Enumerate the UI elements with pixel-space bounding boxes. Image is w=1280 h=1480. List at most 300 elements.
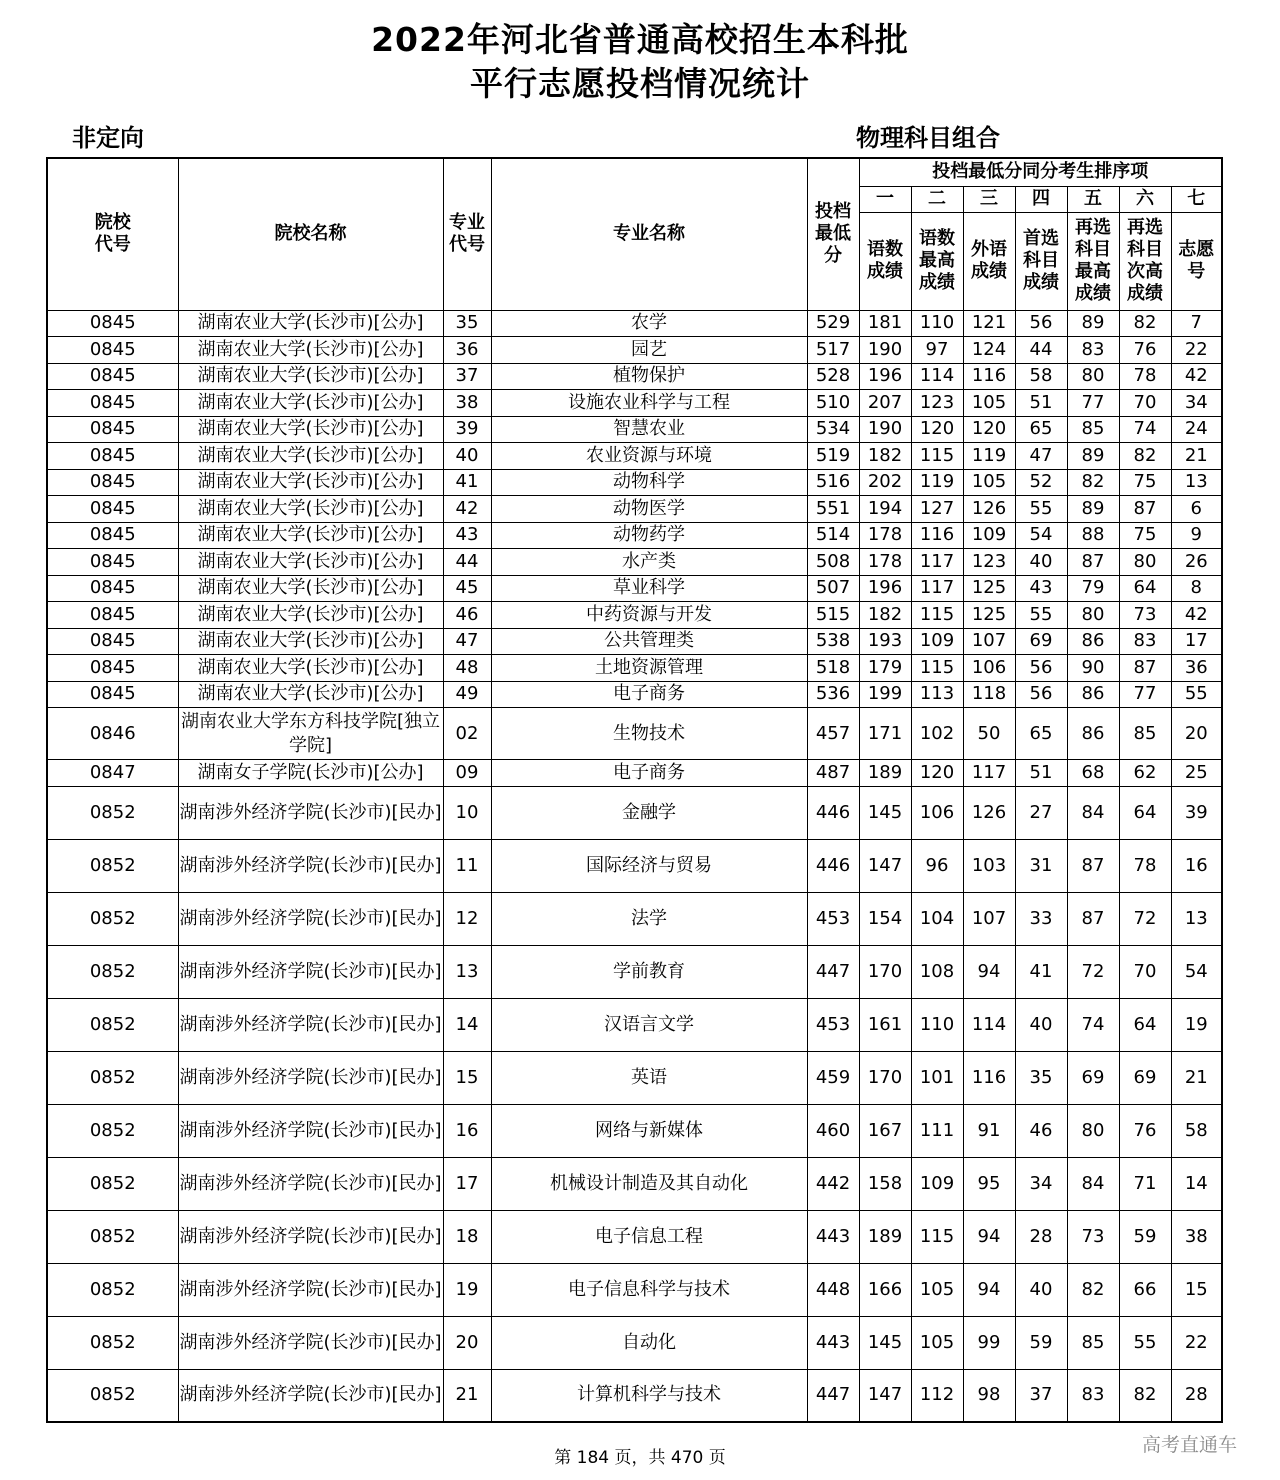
cell-school-name: 湖南涉外经济学院(长沙市)[民办]	[178, 1104, 443, 1157]
cell-min-score: 460	[807, 1104, 859, 1157]
cell-foreign-lang: 107	[963, 892, 1015, 945]
cell-school-name: 湖南涉外经济学院(长沙市)[民办]	[178, 1263, 443, 1316]
cell-first-subject: 33	[1015, 892, 1067, 945]
cell-chn-math-max: 111	[911, 1104, 963, 1157]
cell-min-score: 457	[807, 708, 859, 760]
cell-chn-math-max: 119	[911, 469, 963, 496]
table-row	[47, 1051, 1222, 1104]
cell-second-subject-max: 85	[1067, 1316, 1119, 1369]
cell-preference-no: 22	[1171, 337, 1222, 364]
cell-school-name: 湖南农业大学(长沙市)[公办]	[178, 310, 443, 337]
cell-major-code: 19	[443, 1263, 491, 1316]
cell-preference-no: 8	[1171, 575, 1222, 602]
cell-second-subject-next: 75	[1119, 469, 1171, 496]
cell-major-name: 金融学	[491, 786, 807, 839]
cell-min-score: 442	[807, 1157, 859, 1210]
cell-foreign-lang: 125	[963, 602, 1015, 629]
cell-school-code: 0852	[47, 1104, 178, 1157]
cell-second-subject-next: 80	[1119, 549, 1171, 576]
cell-chn-math-max: 123	[911, 390, 963, 417]
cell-second-subject-max: 83	[1067, 337, 1119, 364]
cell-school-code: 0845	[47, 416, 178, 443]
cell-chn-math-max: 113	[911, 681, 963, 708]
cell-major-code: 16	[443, 1104, 491, 1157]
cell-preference-no: 19	[1171, 998, 1222, 1051]
cell-preference-no: 21	[1171, 443, 1222, 470]
cell-foreign-lang: 91	[963, 1104, 1015, 1157]
cell-min-score: 443	[807, 1210, 859, 1263]
cell-major-name: 计算机科学与技术	[491, 1369, 807, 1422]
cell-school-code: 0852	[47, 1210, 178, 1263]
cell-major-name: 土地资源管理	[491, 655, 807, 682]
cell-major-name: 电子商务	[491, 760, 807, 787]
cell-first-subject: 47	[1015, 443, 1067, 470]
cell-chn-math: 194	[859, 496, 911, 523]
cell-chn-math: 190	[859, 416, 911, 443]
cell-major-name: 网络与新媒体	[491, 1104, 807, 1157]
table-row	[47, 496, 1222, 523]
cell-second-subject-max: 80	[1067, 602, 1119, 629]
cell-major-name: 电子商务	[491, 681, 807, 708]
table-row	[47, 363, 1222, 390]
cell-foreign-lang: 126	[963, 496, 1015, 523]
cell-major-name: 学前教育	[491, 945, 807, 998]
cell-second-subject-max: 90	[1067, 655, 1119, 682]
cell-second-subject-next: 71	[1119, 1157, 1171, 1210]
cell-foreign-lang: 95	[963, 1157, 1015, 1210]
cell-major-code: 02	[443, 708, 491, 760]
cell-preference-no: 42	[1171, 602, 1222, 629]
document-title-line-1: 2022年河北省普通高校招生本科批	[371, 20, 909, 59]
cell-school-code: 0845	[47, 496, 178, 523]
table-row	[47, 337, 1222, 364]
cell-school-code: 0852	[47, 945, 178, 998]
cell-major-code: 39	[443, 416, 491, 443]
cell-second-subject-next: 82	[1119, 443, 1171, 470]
cell-foreign-lang: 105	[963, 390, 1015, 417]
table-row	[47, 998, 1222, 1051]
table-row	[47, 549, 1222, 576]
cell-school-name: 湖南农业大学(长沙市)[公办]	[178, 655, 443, 682]
cell-second-subject-next: 72	[1119, 892, 1171, 945]
cell-second-subject-next: 87	[1119, 655, 1171, 682]
cell-chn-math-max: 117	[911, 549, 963, 576]
cell-min-score: 446	[807, 839, 859, 892]
cell-min-score: 516	[807, 469, 859, 496]
cell-major-code: 11	[443, 839, 491, 892]
header-order-item: 外语成绩	[963, 212, 1015, 310]
cell-second-subject-next: 78	[1119, 363, 1171, 390]
cell-second-subject-max: 88	[1067, 522, 1119, 549]
cell-second-subject-max: 77	[1067, 390, 1119, 417]
cell-major-code: 40	[443, 443, 491, 470]
header-order-item: 志愿号	[1171, 212, 1222, 310]
cell-foreign-lang: 117	[963, 760, 1015, 787]
cell-school-name: 湖南涉外经济学院(长沙市)[民办]	[178, 1157, 443, 1210]
cell-first-subject: 65	[1015, 708, 1067, 760]
cell-preference-no: 9	[1171, 522, 1222, 549]
cell-first-subject: 44	[1015, 337, 1067, 364]
cell-first-subject: 51	[1015, 760, 1067, 787]
cell-major-code: 37	[443, 363, 491, 390]
cell-first-subject: 58	[1015, 363, 1067, 390]
cell-min-score: 514	[807, 522, 859, 549]
header-order-label: 三	[963, 186, 1015, 212]
cell-second-subject-max: 84	[1067, 786, 1119, 839]
cell-school-code: 0852	[47, 1157, 178, 1210]
cell-chn-math-max: 106	[911, 786, 963, 839]
cell-school-name: 湖南农业大学(长沙市)[公办]	[178, 549, 443, 576]
cell-major-code: 48	[443, 655, 491, 682]
cell-school-name: 湖南女子学院(长沙市)[公办]	[178, 760, 443, 787]
cell-chn-math: 202	[859, 469, 911, 496]
cell-chn-math: 207	[859, 390, 911, 417]
cell-major-name: 农学	[491, 310, 807, 337]
category-label: 非定向	[72, 124, 144, 152]
cell-preference-no: 54	[1171, 945, 1222, 998]
cell-second-subject-next: 82	[1119, 1369, 1171, 1422]
cell-major-name: 农业资源与环境	[491, 443, 807, 470]
cell-school-code: 0852	[47, 998, 178, 1051]
cell-chn-math-max: 102	[911, 708, 963, 760]
header-order-label: 七	[1171, 186, 1222, 212]
cell-chn-math: 171	[859, 708, 911, 760]
cell-school-name: 湖南农业大学(长沙市)[公办]	[178, 681, 443, 708]
cell-first-subject: 43	[1015, 575, 1067, 602]
table-row	[47, 469, 1222, 496]
cell-chn-math: 189	[859, 760, 911, 787]
cell-foreign-lang: 106	[963, 655, 1015, 682]
cell-foreign-lang: 94	[963, 1210, 1015, 1263]
cell-foreign-lang: 118	[963, 681, 1015, 708]
page-footer: 第 184 页，共 470 页	[554, 1448, 726, 1468]
cell-foreign-lang: 116	[963, 1051, 1015, 1104]
subject-combo-label: 物理科目组合	[856, 124, 1000, 152]
cell-major-name: 草业科学	[491, 575, 807, 602]
cell-second-subject-next: 75	[1119, 522, 1171, 549]
cell-major-code: 49	[443, 681, 491, 708]
cell-school-code: 0845	[47, 575, 178, 602]
cell-second-subject-max: 69	[1067, 1051, 1119, 1104]
table-row	[47, 708, 1222, 760]
cell-chn-math-max: 120	[911, 760, 963, 787]
cell-school-code: 0845	[47, 681, 178, 708]
cell-min-score: 551	[807, 496, 859, 523]
cell-chn-math-max: 101	[911, 1051, 963, 1104]
cell-major-code: 20	[443, 1316, 491, 1369]
cell-second-subject-max: 85	[1067, 416, 1119, 443]
cell-chn-math: 178	[859, 522, 911, 549]
cell-major-code: 21	[443, 1369, 491, 1422]
cell-first-subject: 37	[1015, 1369, 1067, 1422]
cell-chn-math-max: 112	[911, 1369, 963, 1422]
cell-second-subject-next: 70	[1119, 390, 1171, 417]
cell-major-name: 动物科学	[491, 469, 807, 496]
cell-school-name: 湖南涉外经济学院(长沙市)[民办]	[178, 786, 443, 839]
cell-school-code: 0845	[47, 469, 178, 496]
watermark: 高考直通车	[1142, 1434, 1238, 1456]
cell-foreign-lang: 50	[963, 708, 1015, 760]
cell-preference-no: 26	[1171, 549, 1222, 576]
header-order-label: 六	[1119, 186, 1171, 212]
header-school-code: 院校代号	[47, 158, 178, 310]
cell-school-code: 0847	[47, 760, 178, 787]
cell-first-subject: 40	[1015, 998, 1067, 1051]
table-row	[47, 1369, 1222, 1422]
cell-preference-no: 24	[1171, 416, 1222, 443]
cell-second-subject-next: 83	[1119, 628, 1171, 655]
cell-foreign-lang: 98	[963, 1369, 1015, 1422]
cell-second-subject-next: 74	[1119, 416, 1171, 443]
cell-chn-math: 170	[859, 945, 911, 998]
cell-min-score: 538	[807, 628, 859, 655]
cell-chn-math-max: 110	[911, 310, 963, 337]
cell-second-subject-next: 59	[1119, 1210, 1171, 1263]
cell-school-code: 0845	[47, 549, 178, 576]
cell-foreign-lang: 116	[963, 363, 1015, 390]
cell-school-name: 湖南涉外经济学院(长沙市)[民办]	[178, 1210, 443, 1263]
cell-foreign-lang: 125	[963, 575, 1015, 602]
cell-second-subject-next: 64	[1119, 998, 1171, 1051]
cell-foreign-lang: 114	[963, 998, 1015, 1051]
cell-chn-math: 166	[859, 1263, 911, 1316]
cell-min-score: 529	[807, 310, 859, 337]
cell-school-code: 0852	[47, 1263, 178, 1316]
cell-chn-math: 147	[859, 1369, 911, 1422]
cell-major-code: 38	[443, 390, 491, 417]
cell-chn-math: 199	[859, 681, 911, 708]
cell-major-name: 植物保护	[491, 363, 807, 390]
cell-preference-no: 42	[1171, 363, 1222, 390]
header-major-code: 专业代号	[443, 158, 491, 310]
cell-school-name: 湖南农业大学(长沙市)[公办]	[178, 575, 443, 602]
cell-major-name: 国际经济与贸易	[491, 839, 807, 892]
cell-second-subject-next: 66	[1119, 1263, 1171, 1316]
cell-chn-math: 145	[859, 786, 911, 839]
cell-school-name: 湖南涉外经济学院(长沙市)[民办]	[178, 1316, 443, 1369]
cell-second-subject-next: 73	[1119, 602, 1171, 629]
cell-preference-no: 36	[1171, 655, 1222, 682]
cell-chn-math: 190	[859, 337, 911, 364]
cell-second-subject-max: 86	[1067, 628, 1119, 655]
table-row	[47, 681, 1222, 708]
cell-foreign-lang: 103	[963, 839, 1015, 892]
cell-major-name: 自动化	[491, 1316, 807, 1369]
cell-min-score: 510	[807, 390, 859, 417]
table-row	[47, 602, 1222, 629]
cell-min-score: 446	[807, 786, 859, 839]
cell-chn-math: 154	[859, 892, 911, 945]
cell-first-subject: 46	[1015, 1104, 1067, 1157]
cell-school-code: 0852	[47, 786, 178, 839]
cell-first-subject: 56	[1015, 310, 1067, 337]
cell-chn-math-max: 109	[911, 1157, 963, 1210]
cell-second-subject-max: 87	[1067, 839, 1119, 892]
header-order-label: 二	[911, 186, 963, 212]
cell-school-code: 0845	[47, 522, 178, 549]
cell-second-subject-max: 89	[1067, 496, 1119, 523]
cell-foreign-lang: 107	[963, 628, 1015, 655]
cell-major-code: 36	[443, 337, 491, 364]
cell-second-subject-max: 86	[1067, 708, 1119, 760]
table-row	[47, 628, 1222, 655]
cell-school-name: 湖南农业大学(长沙市)[公办]	[178, 363, 443, 390]
table-row	[47, 892, 1222, 945]
table-row	[47, 522, 1222, 549]
cell-school-code: 0845	[47, 337, 178, 364]
table-row	[47, 1210, 1222, 1263]
header-order-label: 一	[859, 186, 911, 212]
cell-first-subject: 55	[1015, 496, 1067, 523]
cell-chn-math-max: 115	[911, 1210, 963, 1263]
header-min-score: 投档最低分	[807, 158, 859, 310]
cell-major-name: 电子信息工程	[491, 1210, 807, 1263]
cell-chn-math: 147	[859, 839, 911, 892]
cell-school-name: 湖南涉外经济学院(长沙市)[民办]	[178, 1369, 443, 1422]
cell-second-subject-next: 64	[1119, 575, 1171, 602]
cell-major-code: 46	[443, 602, 491, 629]
cell-min-score: 519	[807, 443, 859, 470]
cell-preference-no: 7	[1171, 310, 1222, 337]
cell-first-subject: 56	[1015, 655, 1067, 682]
cell-major-name: 英语	[491, 1051, 807, 1104]
cell-min-score: 507	[807, 575, 859, 602]
cell-second-subject-next: 69	[1119, 1051, 1171, 1104]
cell-first-subject: 28	[1015, 1210, 1067, 1263]
cell-chn-math-max: 116	[911, 522, 963, 549]
cell-major-name: 动物医学	[491, 496, 807, 523]
cell-school-code: 0845	[47, 390, 178, 417]
table-row	[47, 575, 1222, 602]
cell-major-code: 14	[443, 998, 491, 1051]
header-order-item: 语数最高成绩	[911, 212, 963, 310]
cell-major-name: 智慧农业	[491, 416, 807, 443]
cell-major-name: 动物药学	[491, 522, 807, 549]
cell-chn-math: 145	[859, 1316, 911, 1369]
cell-school-name: 湖南农业大学(长沙市)[公办]	[178, 496, 443, 523]
cell-major-code: 41	[443, 469, 491, 496]
cell-school-code: 0852	[47, 892, 178, 945]
cell-chn-math-max: 104	[911, 892, 963, 945]
cell-preference-no: 20	[1171, 708, 1222, 760]
cell-second-subject-max: 86	[1067, 681, 1119, 708]
cell-foreign-lang: 94	[963, 945, 1015, 998]
cell-chn-math-max: 108	[911, 945, 963, 998]
cell-chn-math: 182	[859, 602, 911, 629]
cell-major-code: 42	[443, 496, 491, 523]
cell-min-score: 534	[807, 416, 859, 443]
cell-second-subject-max: 80	[1067, 363, 1119, 390]
cell-first-subject: 69	[1015, 628, 1067, 655]
cell-second-subject-max: 89	[1067, 443, 1119, 470]
header-tiebreak-group: 投档最低分同分考生排序项	[859, 158, 1222, 186]
cell-second-subject-next: 64	[1119, 786, 1171, 839]
cell-major-name: 园艺	[491, 337, 807, 364]
cell-foreign-lang: 123	[963, 549, 1015, 576]
cell-school-name: 湖南农业大学(长沙市)[公办]	[178, 522, 443, 549]
cell-second-subject-max: 89	[1067, 310, 1119, 337]
cell-chn-math: 193	[859, 628, 911, 655]
cell-preference-no: 17	[1171, 628, 1222, 655]
cell-chn-math-max: 127	[911, 496, 963, 523]
cell-first-subject: 40	[1015, 1263, 1067, 1316]
cell-first-subject: 41	[1015, 945, 1067, 998]
cell-chn-math-max: 115	[911, 602, 963, 629]
cell-school-name: 湖南涉外经济学院(长沙市)[民办]	[178, 839, 443, 892]
cell-major-code: 12	[443, 892, 491, 945]
cell-chn-math: 158	[859, 1157, 911, 1210]
cell-chn-math: 182	[859, 443, 911, 470]
cell-second-subject-next: 82	[1119, 310, 1171, 337]
cell-min-score: 448	[807, 1263, 859, 1316]
cell-major-name: 汉语言文学	[491, 998, 807, 1051]
cell-min-score: 447	[807, 1369, 859, 1422]
cell-foreign-lang: 120	[963, 416, 1015, 443]
cell-school-name: 湖南农业大学(长沙市)[公办]	[178, 443, 443, 470]
cell-major-name: 水产类	[491, 549, 807, 576]
cell-school-code: 0845	[47, 628, 178, 655]
cell-preference-no: 39	[1171, 786, 1222, 839]
cell-min-score: 443	[807, 1316, 859, 1369]
cell-chn-math-max: 96	[911, 839, 963, 892]
cell-school-code: 0845	[47, 310, 178, 337]
cell-preference-no: 28	[1171, 1369, 1222, 1422]
cell-first-subject: 35	[1015, 1051, 1067, 1104]
cell-second-subject-max: 79	[1067, 575, 1119, 602]
cell-first-subject: 31	[1015, 839, 1067, 892]
cell-major-code: 45	[443, 575, 491, 602]
cell-first-subject: 27	[1015, 786, 1067, 839]
cell-chn-math-max: 120	[911, 416, 963, 443]
cell-school-code: 0845	[47, 443, 178, 470]
cell-min-score: 536	[807, 681, 859, 708]
table-row	[47, 655, 1222, 682]
table-row	[47, 1104, 1222, 1157]
cell-first-subject: 59	[1015, 1316, 1067, 1369]
table-row	[47, 1263, 1222, 1316]
cell-preference-no: 15	[1171, 1263, 1222, 1316]
cell-school-name: 湖南涉外经济学院(长沙市)[民办]	[178, 1051, 443, 1104]
cell-school-code: 0852	[47, 1051, 178, 1104]
cell-first-subject: 54	[1015, 522, 1067, 549]
cell-second-subject-next: 76	[1119, 337, 1171, 364]
cell-major-name: 中药资源与开发	[491, 602, 807, 629]
cell-school-code: 0845	[47, 602, 178, 629]
cell-foreign-lang: 99	[963, 1316, 1015, 1369]
cell-first-subject: 65	[1015, 416, 1067, 443]
cell-second-subject-max: 83	[1067, 1369, 1119, 1422]
cell-preference-no: 25	[1171, 760, 1222, 787]
cell-major-code: 35	[443, 310, 491, 337]
cell-chn-math: 170	[859, 1051, 911, 1104]
table-row	[47, 945, 1222, 998]
cell-preference-no: 58	[1171, 1104, 1222, 1157]
cell-chn-math-max: 109	[911, 628, 963, 655]
cell-first-subject: 40	[1015, 549, 1067, 576]
cell-min-score: 518	[807, 655, 859, 682]
cell-min-score: 453	[807, 998, 859, 1051]
cell-major-name: 机械设计制造及其自动化	[491, 1157, 807, 1210]
document-title-line-2: 平行志愿投档情况统计	[470, 64, 810, 103]
cell-min-score: 508	[807, 549, 859, 576]
header-school-name: 院校名称	[178, 158, 443, 310]
cell-preference-no: 6	[1171, 496, 1222, 523]
cell-second-subject-next: 62	[1119, 760, 1171, 787]
cell-preference-no: 22	[1171, 1316, 1222, 1369]
cell-chn-math-max: 115	[911, 443, 963, 470]
cell-major-code: 10	[443, 786, 491, 839]
cell-preference-no: 14	[1171, 1157, 1222, 1210]
